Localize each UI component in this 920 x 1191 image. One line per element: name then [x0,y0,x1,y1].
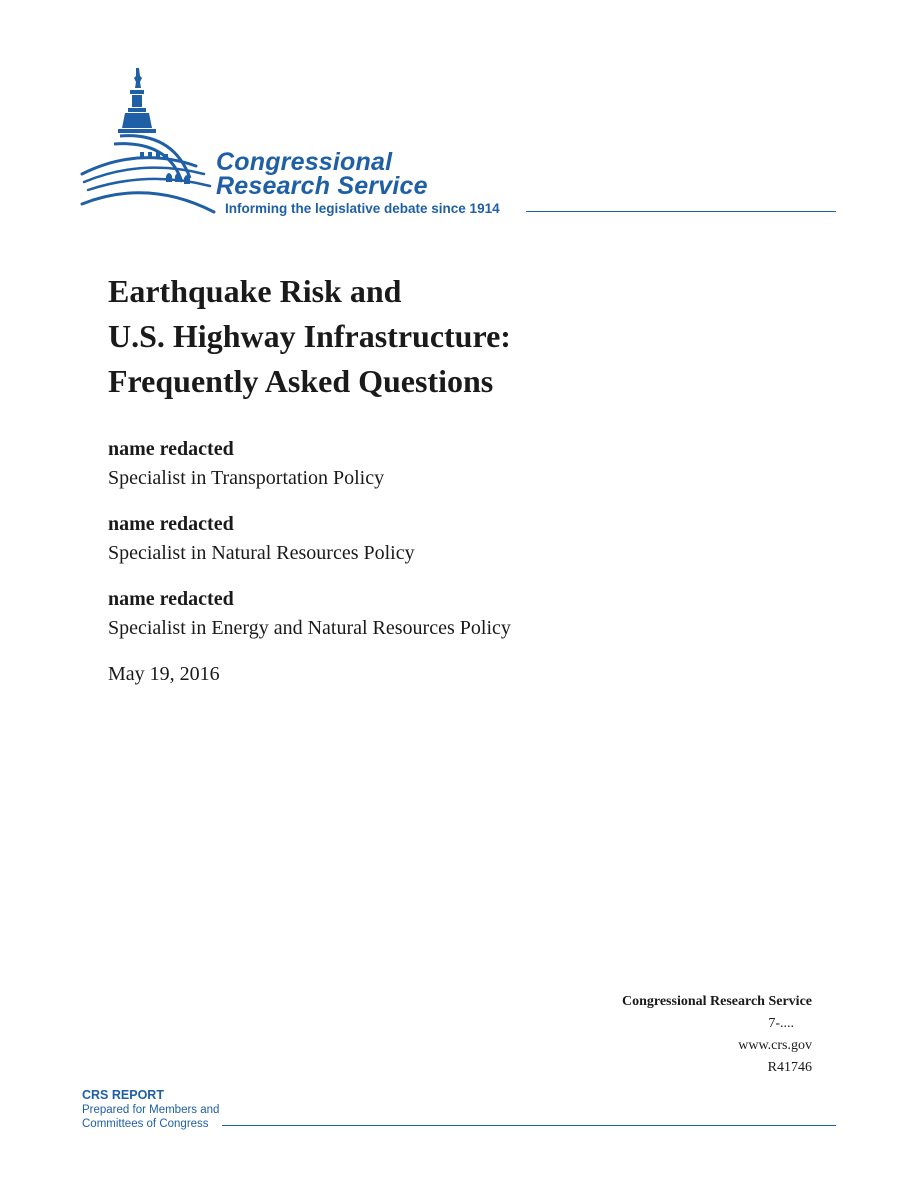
footer-report-label: CRS REPORT [82,1088,164,1102]
header-divider [526,211,836,212]
footer-audience-line2: Committees of Congress [82,1118,209,1130]
org-contact-name: Congressional Research Service [621,994,812,1009]
report-date: May 19, 2016 [108,663,220,685]
title-line-1: Earthquake Risk and [108,273,402,309]
author-block [108,510,415,568]
org-contact-phone: 7-.... [768,1016,794,1031]
org-name-line1: Congressional [216,148,393,176]
report-title [108,269,511,404]
capitol-dome-icon [78,66,218,216]
title-line-3: Frequently Asked Questions [108,363,494,399]
org-contact-website[interactable]: www.crs.gov [738,1038,812,1053]
author-role: Specialist in Energy and Natural Resources Policy [108,617,511,639]
author-block [108,435,384,493]
author-name: name redacted [108,588,234,610]
org-name-line2: Research Service [216,172,428,200]
footer-divider [222,1125,836,1126]
footer-audience-line1: Prepared for Members and [82,1104,220,1116]
author-block [108,585,511,643]
author-name: name redacted [108,513,234,535]
org-tagline: Informing the legislative debate since 1914 [225,201,500,216]
author-role: Specialist in Natural Resources Policy [108,542,415,564]
org-contact-block [622,991,812,1079]
title-line-2: U.S. Highway Infrastructure: [108,318,511,354]
report-number: R41746 [767,1060,812,1075]
author-role: Specialist in Transportation Policy [108,467,385,489]
author-name: name redacted [108,438,234,460]
